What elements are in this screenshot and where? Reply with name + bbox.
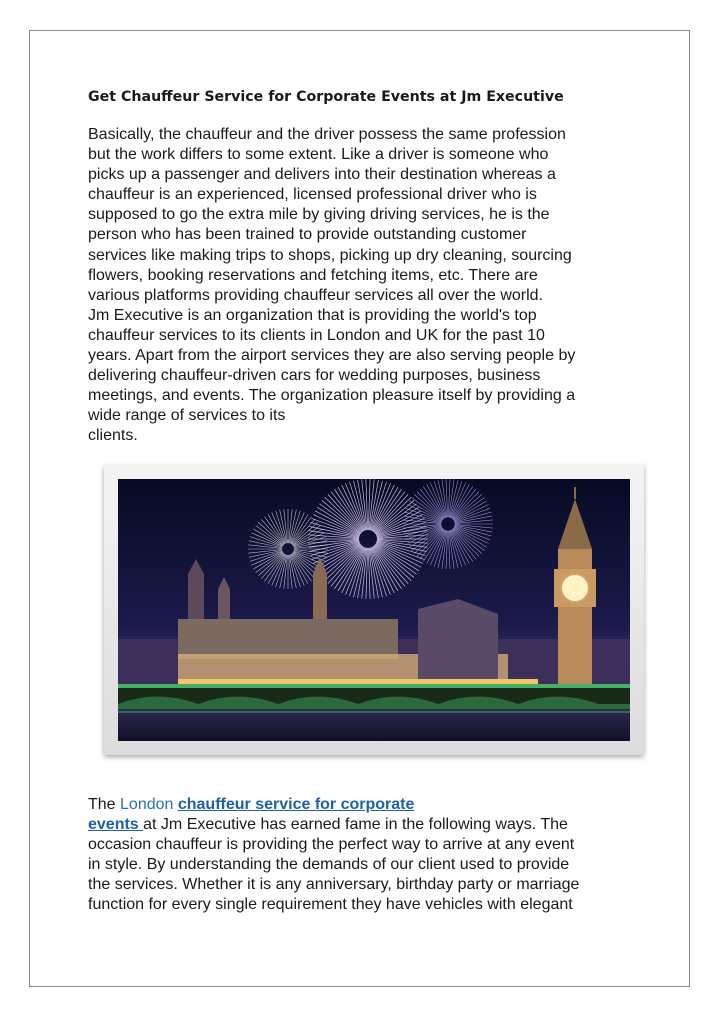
paragraph-line: various platforms providing chauffeur services all over the world. bbox=[88, 286, 544, 304]
london-link[interactable]: London bbox=[120, 796, 178, 813]
paragraph-line: Jm Executive is an organization that is providing the world's top bbox=[88, 306, 537, 324]
paragraph-lead: The bbox=[88, 796, 121, 813]
paragraph-line bbox=[88, 815, 648, 835]
paragraph-line: function for every single requirement they have vehicles with elegant bbox=[88, 896, 573, 914]
paragraph-text: at Jm Executive has earned fame in the following ways. The bbox=[143, 816, 568, 834]
paragraph-line: in style. By understanding the demands of our client used to provide bbox=[88, 856, 570, 874]
intro-paragraph bbox=[88, 125, 648, 447]
chauffeur-service-link[interactable]: chauffeur service for corporate bbox=[177, 796, 415, 813]
paragraph-line: flowers, booking reservations and fetching items, etc. There are bbox=[88, 266, 538, 284]
paragraph-line: delivering chauffeur-driven cars for wedding purposes, business bbox=[88, 367, 541, 385]
paragraph-line: but the work differs to some extent. Like a driver is someone who bbox=[88, 146, 549, 164]
paragraph-line: picks up a passenger and delivers into their destination whereas a bbox=[88, 166, 556, 184]
paragraph-line: supposed to go the extra mile by giving driving services, he is the bbox=[88, 206, 550, 224]
second-paragraph bbox=[88, 795, 648, 916]
paragraph-line: person who has been trained to provide outstanding customer bbox=[88, 226, 527, 244]
paragraph-line: wide range of services to its bbox=[88, 407, 286, 425]
events-link[interactable]: events bbox=[88, 816, 144, 834]
paragraph-line: the services. Whether it is any anniversary, birthday party or marriage bbox=[88, 876, 580, 894]
paragraph-line: Basically, the chauffeur and the driver possess the same profession bbox=[88, 126, 566, 143]
photo-frame bbox=[104, 465, 644, 755]
paragraph-line: chauffeur services to its clients in London and UK for the past 10 bbox=[88, 326, 545, 344]
paragraph-line: occasion chauffeur is providing the perfect way to arrive at any event bbox=[88, 836, 575, 854]
page-title: Get Chauffeur Service for Corporate Events at Jm Executive bbox=[88, 89, 564, 105]
london-fireworks-photo bbox=[118, 479, 630, 741]
paragraph-line: meetings, and events. The organization pleasure itself by providing a bbox=[88, 387, 576, 405]
paragraph-line: clients. bbox=[88, 427, 138, 445]
westminster-bridge bbox=[118, 684, 630, 709]
paragraph-line: years. Apart from the airport services they are also serving people by bbox=[88, 347, 576, 365]
paragraph-line: chauffeur is an experienced, licensed professional driver who is bbox=[88, 186, 537, 204]
paragraph-line bbox=[88, 795, 648, 815]
paragraph-line: services like making trips to shops, picking up dry cleaning, sourcing bbox=[88, 246, 572, 264]
